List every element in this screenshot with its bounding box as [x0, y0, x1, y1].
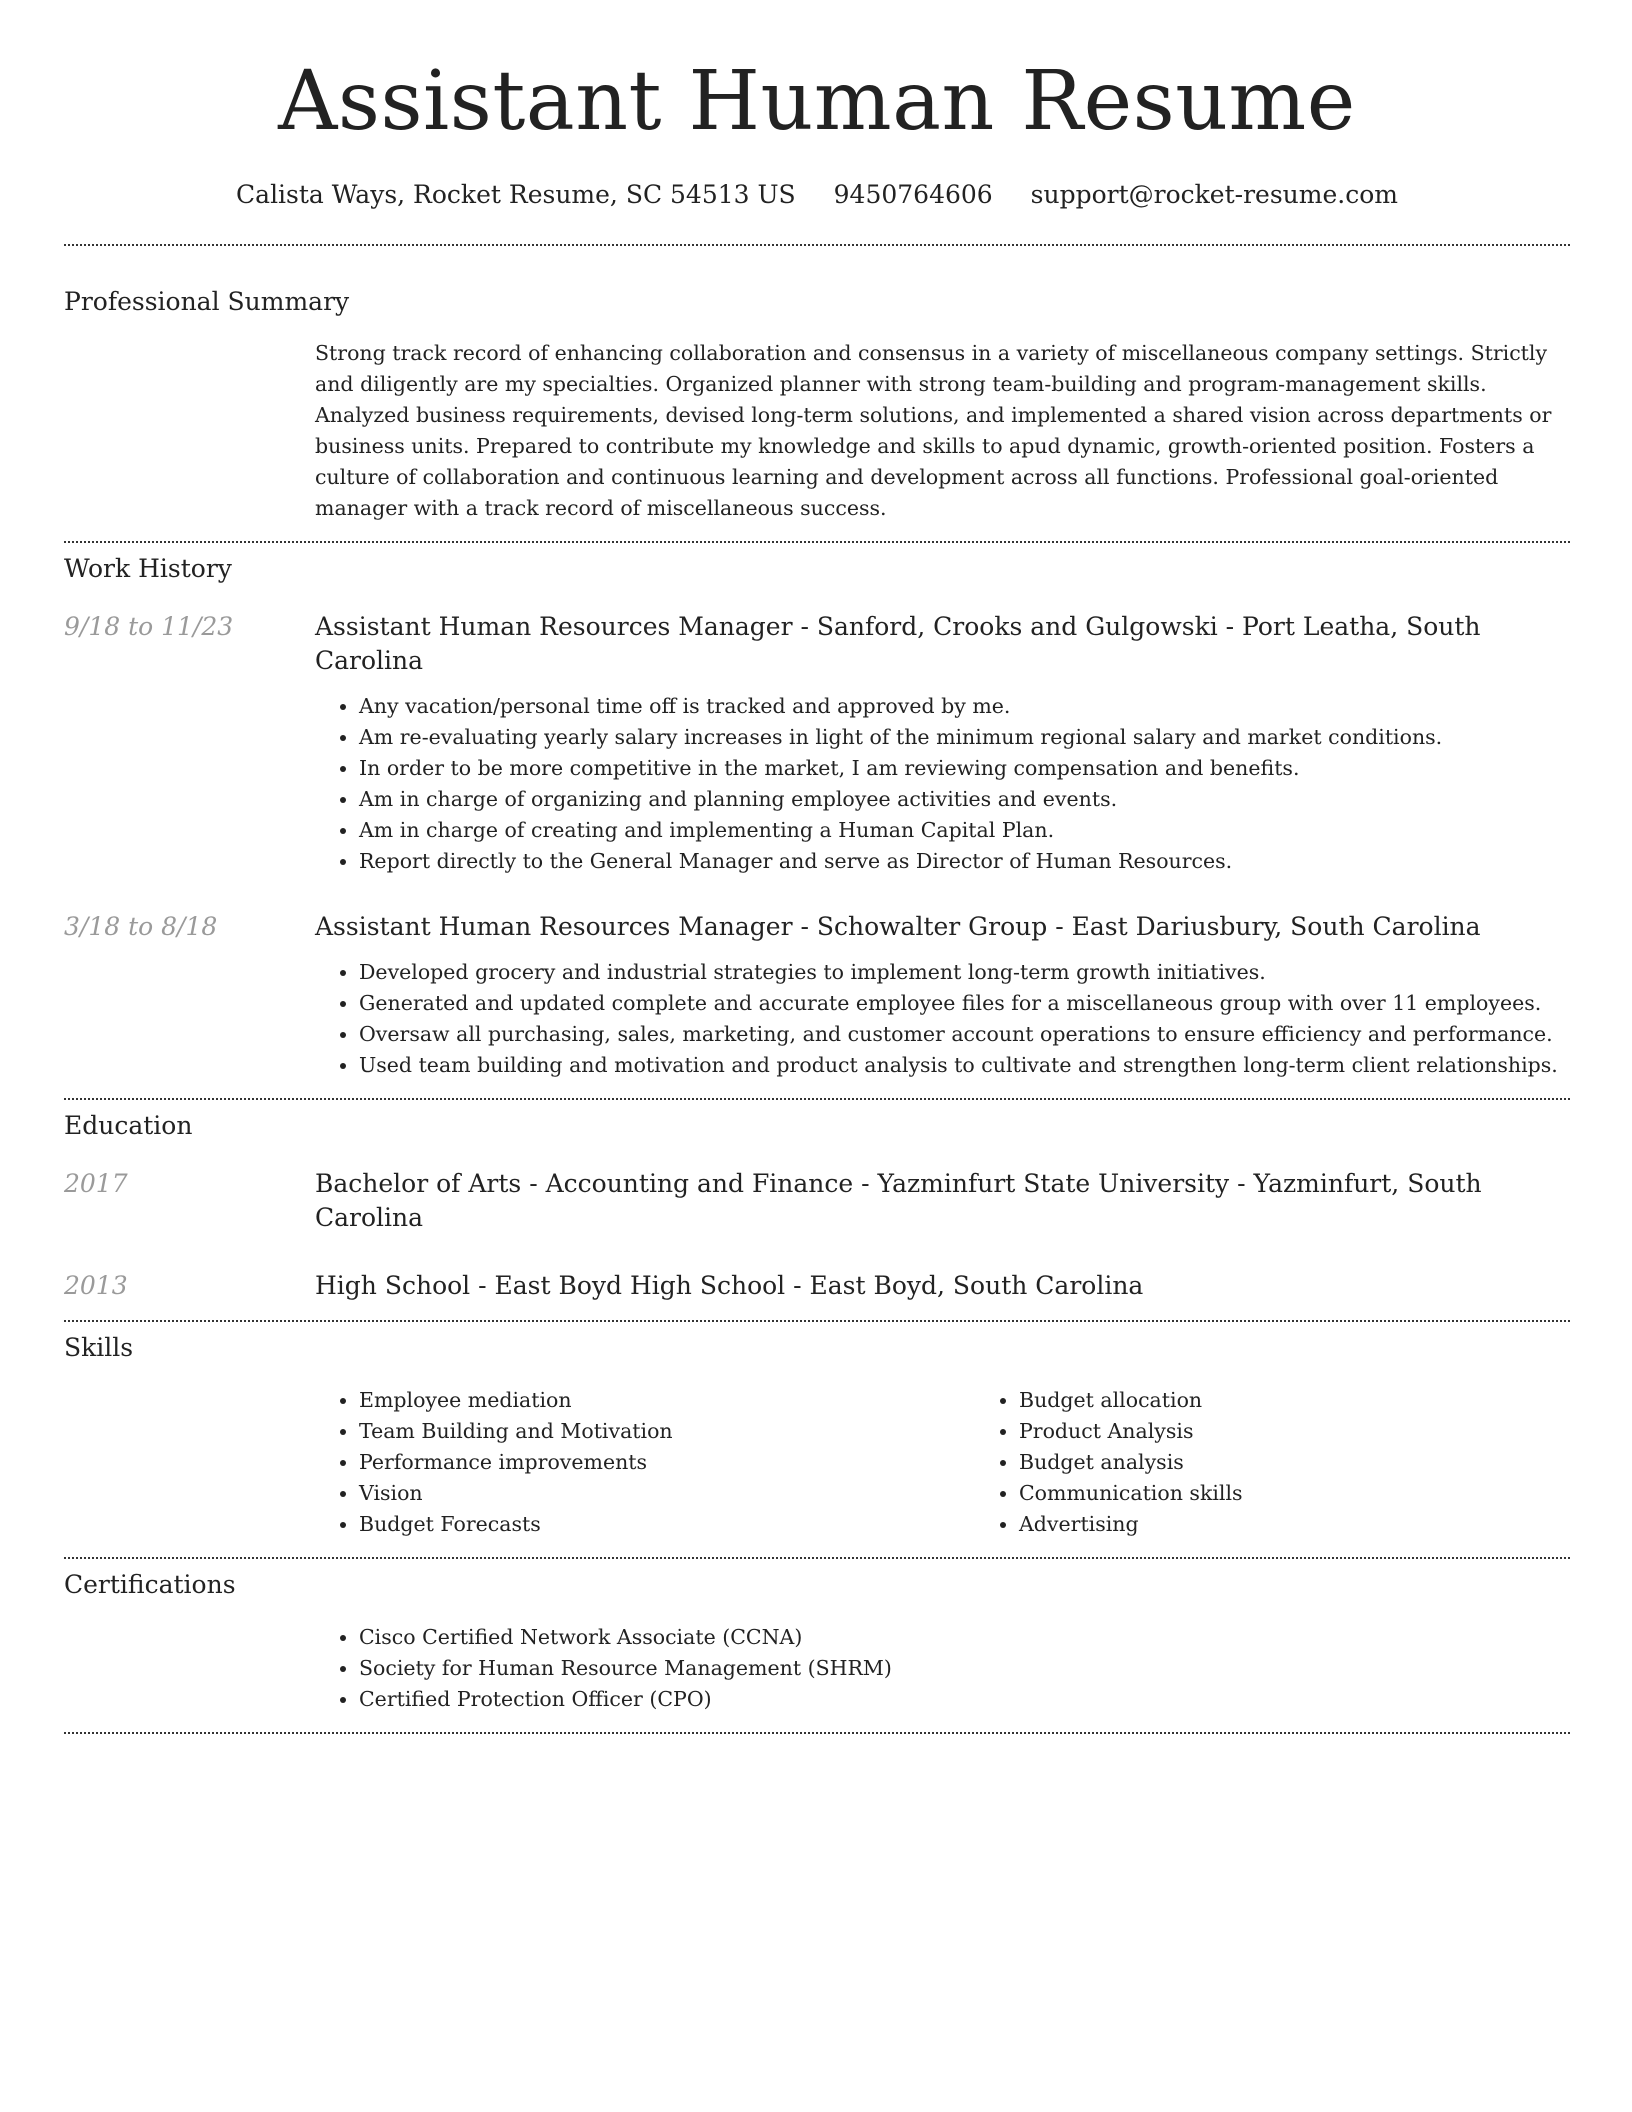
education-section: [64, 1100, 1570, 1303]
contact-line: [64, 178, 1570, 212]
certifications-spacer: [64, 1622, 315, 1715]
contact-phone: 9450764606: [833, 180, 993, 209]
skill-item: • Vision: [359, 1478, 975, 1509]
education-heading: Bachelor of Arts - Accounting and Finance - Yazminfurt State University - Yazminfurt, South Carolina: [315, 1169, 1482, 1232]
skills-spacer: [64, 1385, 315, 1540]
section-title-certifications: Certifications: [64, 1570, 236, 1599]
work-history-section: [64, 543, 1570, 1081]
section-title-skills: Skills: [64, 1333, 134, 1362]
job-bullets: [315, 957, 1570, 1081]
section-title-work-history: Work History: [64, 554, 232, 583]
resume-page: [64, 0, 1570, 1734]
section-title-summary: Professional Summary: [64, 287, 350, 316]
job-bullets: [315, 691, 1570, 877]
list-item: • Oversaw all purchasing, sales, marketing, and customer account operations to ensure efficiency and performance.: [359, 1019, 1570, 1050]
list-item: • Generated and updated complete and accurate employee files for a miscellaneous group with over 11 employees.: [359, 988, 1570, 1019]
job-dates: 3/18 to 8/18: [64, 912, 218, 941]
job-entry: [64, 610, 1570, 877]
contact-email: support@rocket-resume.com: [1030, 180, 1398, 209]
skills-list-right: [975, 1385, 1632, 1540]
education-heading: High School - East Boyd High School - East Boyd, South Carolina: [315, 1271, 1144, 1300]
education-year: 2017: [64, 1169, 128, 1198]
job-heading: Assistant Human Resources Manager - Schowalter Group - East Dariusbury, South Carolina: [315, 912, 1481, 941]
certification-item: • Cisco Certified Network Associate (CCNA): [359, 1622, 1570, 1653]
skill-item: • Budget analysis: [1019, 1447, 1632, 1478]
certification-item: • Certified Protection Officer (CPO): [359, 1684, 1570, 1715]
summary-text: Strong track record of enhancing collaboration and consensus in a variety of miscellaneous company settings. Strictly and diligently are my specialties. Organized planner with strong team-building and program-management skills. Analyzed business requirements, devised long-term solutions, and implemented a shared vision across departments or business units. Prepared to contribute my knowledge and skills to apud dynamic, growth-oriented position. Fosters a culture of collaboration and continuous learning and development across all functions. Professional goal-oriented manager with a track record of miscellaneous success.: [315, 341, 1552, 520]
skill-item: • Communication skills: [1019, 1478, 1632, 1509]
list-item: • In order to be more competitive in the market, I am reviewing compensation and benefits.: [359, 753, 1570, 784]
certifications-section: [64, 1559, 1570, 1715]
skill-item: • Advertising: [1019, 1509, 1632, 1540]
list-item: • Am in charge of creating and implementing a Human Capital Plan.: [359, 815, 1570, 846]
list-item: • Am re-evaluating yearly salary increases in light of the minimum regional salary and market conditions.: [359, 722, 1570, 753]
skills-section: [64, 1322, 1570, 1540]
divider: [64, 1732, 1570, 1734]
section-title-education: Education: [64, 1111, 193, 1140]
skills-list-left: [315, 1385, 975, 1540]
skill-item: • Budget allocation: [1019, 1385, 1632, 1416]
list-item: • Report directly to the General Manager and serve as Director of Human Resources.: [359, 846, 1570, 877]
skill-item: • Team Building and Motivation: [359, 1416, 975, 1447]
list-item: • Developed grocery and industrial strategies to implement long-term growth initiatives.: [359, 957, 1570, 988]
certifications-list: [315, 1622, 1570, 1715]
skill-item: • Product Analysis: [1019, 1416, 1632, 1447]
contact-address: Calista Ways, Rocket Resume, SC 54513 US: [236, 180, 796, 209]
skills-grid: [315, 1385, 1632, 1540]
skill-item: • Employee mediation: [359, 1385, 975, 1416]
job-dates: 9/18 to 11/23: [64, 612, 234, 641]
list-item: • Am in charge of organizing and planning employee activities and events.: [359, 784, 1570, 815]
education-year: 2013: [64, 1271, 128, 1300]
resume-name: Assistant Human Resume: [278, 54, 1356, 149]
summary-section: [64, 246, 1570, 524]
job-entry: [64, 910, 1570, 1081]
job-heading: Assistant Human Resources Manager - Sanford, Crooks and Gulgowski - Port Leatha, South Carolina: [315, 612, 1481, 675]
education-entry: [64, 1167, 1570, 1235]
certification-item: • Society for Human Resource Management (SHRM): [359, 1653, 1570, 1684]
skill-item: • Performance improvements: [359, 1447, 975, 1478]
skill-item: • Budget Forecasts: [359, 1509, 975, 1540]
list-item: • Any vacation/personal time off is tracked and approved by me.: [359, 691, 1570, 722]
summary-spacer: [64, 338, 315, 524]
education-entry: [64, 1269, 1570, 1303]
list-item: • Used team building and motivation and product analysis to cultivate and strengthen long-term client relationships.: [359, 1050, 1570, 1081]
